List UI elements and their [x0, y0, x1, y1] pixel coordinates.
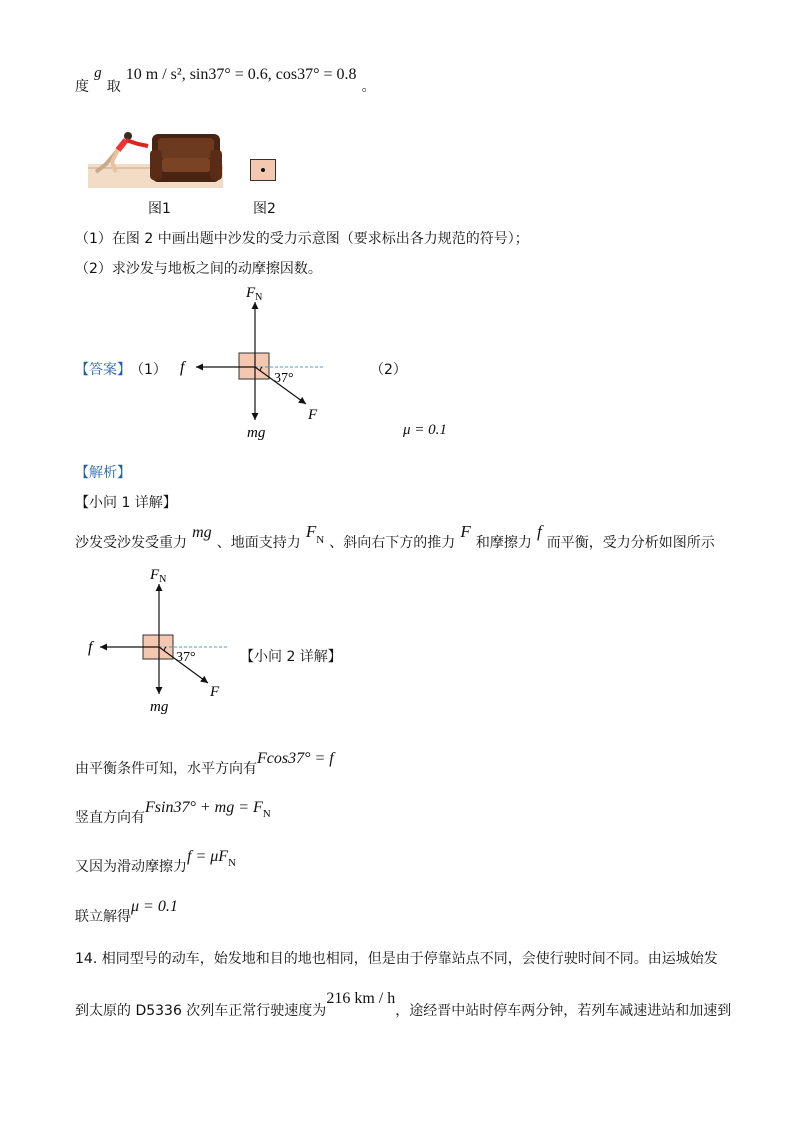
- force-diagram-analysis: [82, 562, 242, 722]
- equation-horizontal: 由平衡条件可知，水平方向有Fcos37° = f: [75, 750, 334, 777]
- answer-part-2: （2）: [370, 362, 407, 378]
- label-push-F: F: [210, 684, 220, 700]
- label-fn: $F_N$: [246, 285, 263, 303]
- answer-label: 【答案】: [75, 362, 131, 378]
- figure-2-caption: 图2: [253, 201, 276, 217]
- sofa-push-illustration: [88, 128, 223, 188]
- label-angle: 37°: [274, 371, 294, 386]
- given-formula: 10 m / s², sin37° = 0.6, cos37° = 0.8: [125, 66, 357, 83]
- answer-mu: μ = 0.1: [403, 422, 447, 438]
- label-push-F: F: [308, 407, 318, 423]
- force-diagram-svg-2: [82, 562, 242, 722]
- equation-solution: 联立解得μ = 0.1: [75, 898, 178, 925]
- label-fn: $F_N$: [150, 567, 167, 585]
- question-1: （1）在图 2 中画出题中沙发的受力示意图（要求标出各力规范的符号）；: [75, 231, 529, 247]
- sub-question-1-heading: 【小问 1 详解】: [75, 495, 177, 511]
- force-diagram-answer: [170, 280, 340, 440]
- figure-2-box: [250, 159, 276, 181]
- label-f: f: [180, 359, 185, 376]
- sofa-box: [239, 353, 269, 379]
- force-diagram-svg: [170, 280, 340, 440]
- text-take: 取: [106, 79, 121, 95]
- label-angle: 37°: [176, 650, 196, 665]
- given-conditions-line: [75, 64, 376, 95]
- analysis-label: 【解析】: [75, 465, 131, 481]
- center-dot: [261, 168, 265, 172]
- figure-1-caption: 图1: [148, 201, 171, 217]
- sub-question-2-heading: 【小问 2 详解】: [240, 649, 342, 665]
- g-symbol: g: [94, 65, 102, 81]
- period: 。: [361, 79, 376, 95]
- question-2: （2）求沙发与地板之间的动摩擦因数。: [75, 261, 322, 277]
- label-mg: mg: [247, 425, 266, 440]
- label-f: f: [88, 639, 93, 656]
- answer-part-1: （1）: [130, 362, 167, 378]
- figure-1-image: [88, 128, 223, 188]
- text-du: 度: [75, 79, 89, 95]
- question-14-line-2: 到太原的 D5336 次列车正常行驶速度为216 km / h，途经晋中站时停车两分钟，若列车减速进站和加速到: [75, 990, 732, 1019]
- equation-friction: 又因为滑动摩擦力$f = \mu F_N$: [75, 848, 236, 875]
- question-14-line-1: 14. 相同型号的动车，始发地和目的地也相同，但是由于停靠站点不同，会使行驶时间不同。由运城始发: [75, 951, 718, 967]
- analysis-sentence: 沙发受沙发受重力 mg 、地面支持力 $F_N$ 、斜向右下方的推力 F 和摩擦力 f 而平衡，受力分析如图所示: [75, 522, 715, 551]
- label-mg: mg: [150, 699, 169, 715]
- equation-vertical: 竖直方向有Fsin37° + mg = $F_N$: [75, 799, 271, 826]
